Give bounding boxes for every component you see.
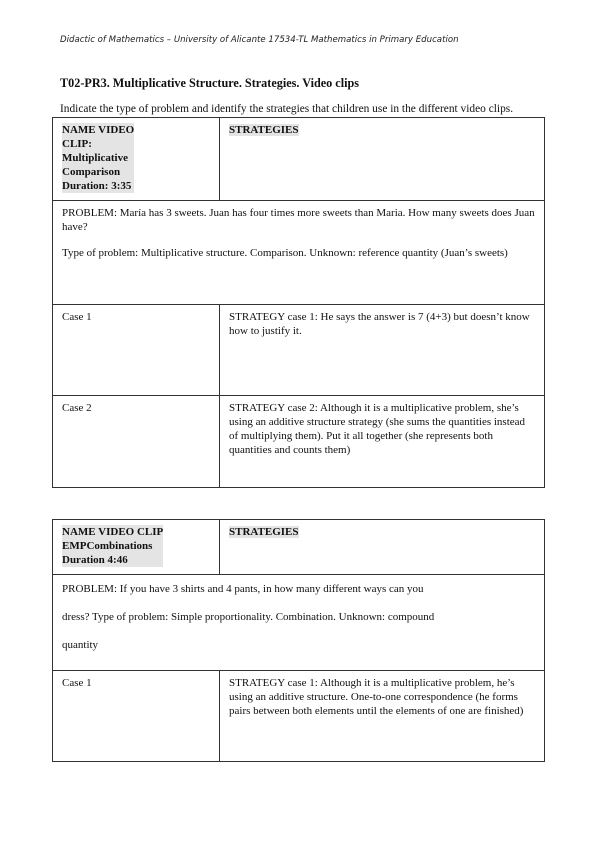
clip-duration: Duration 4:46 (62, 554, 128, 566)
instructions: Indicate the type of problem and identify the strategies that children use in the different video clips. (60, 103, 514, 115)
case-strategy: STRATEGY case 1: Although it is a multiplicative problem, he’s using an additive structure. One-to-one correspondence (he forms pairs between both elements until the elements of one are finished) (229, 677, 524, 717)
case-label: Case 1 (62, 677, 92, 689)
problem-cell (53, 575, 545, 671)
case-label-cell (53, 305, 220, 396)
problem-text-line: dress? Type of problem: Simple proportionality. Combination. Unknown: compound (62, 611, 435, 623)
strategies-label: STRATEGIES (229, 124, 299, 136)
case-strategy-cell (220, 305, 545, 396)
problem-text: PROBLEM: María has 3 sweets. Juan has four times more sweets than Maria. How many sweets does Juan have? (62, 207, 535, 233)
case-label: Case 2 (62, 402, 92, 414)
page-header: Didactic of Mathematics – University of Alicante 17534-TL Mathematics in Primary Education (60, 35, 459, 45)
problem-cell (53, 201, 545, 305)
clip-name-line: NAME VIDEO CLIP (62, 526, 164, 538)
case-strategy: STRATEGY case 1: He says the answer is 7 (4+3) but doesn’t know how to justify it. (229, 311, 530, 337)
clip-name-line: NAME VIDEO (62, 124, 135, 136)
case-strategy-cell (220, 671, 545, 762)
clip-name-line: CLIP: (62, 138, 92, 150)
clip-duration: Duration: 3:35 (62, 180, 132, 192)
problem-text-line: quantity (62, 639, 99, 651)
page-title: T02-PR3. Multiplicative Structure. Strategies. Video clips (60, 76, 360, 90)
case-label-cell (53, 671, 220, 762)
video-clip-table-2 (52, 519, 545, 762)
case-label: Case 1 (62, 311, 92, 323)
strategies-label: STRATEGIES (229, 526, 299, 538)
problem-text-line: PROBLEM: If you have 3 shirts and 4 pants, in how many different ways can you (62, 583, 424, 595)
case-strategy-cell (220, 396, 545, 488)
clip-name-cell (53, 118, 220, 201)
clip-name-line: Comparison (62, 166, 121, 178)
problem-type: Type of problem: Multiplicative structure. Comparison. Unknown: reference quantity (Juan’s sweets) (62, 247, 508, 259)
clip-name-line: EMPCombinations (62, 540, 153, 552)
case-label-cell (53, 396, 220, 488)
strategies-header-cell (220, 118, 545, 201)
video-clip-table-1 (52, 117, 545, 488)
clip-name-line: Multiplicative (62, 152, 128, 164)
case-strategy: STRATEGY case 2: Although it is a multiplicative problem, she’s using an additive structure strategy (she sums the quantities instead of multiplying them). Put it all together (she represents both quantities and counts them) (229, 402, 526, 456)
strategies-header-cell (220, 520, 545, 575)
clip-name-cell (53, 520, 220, 575)
